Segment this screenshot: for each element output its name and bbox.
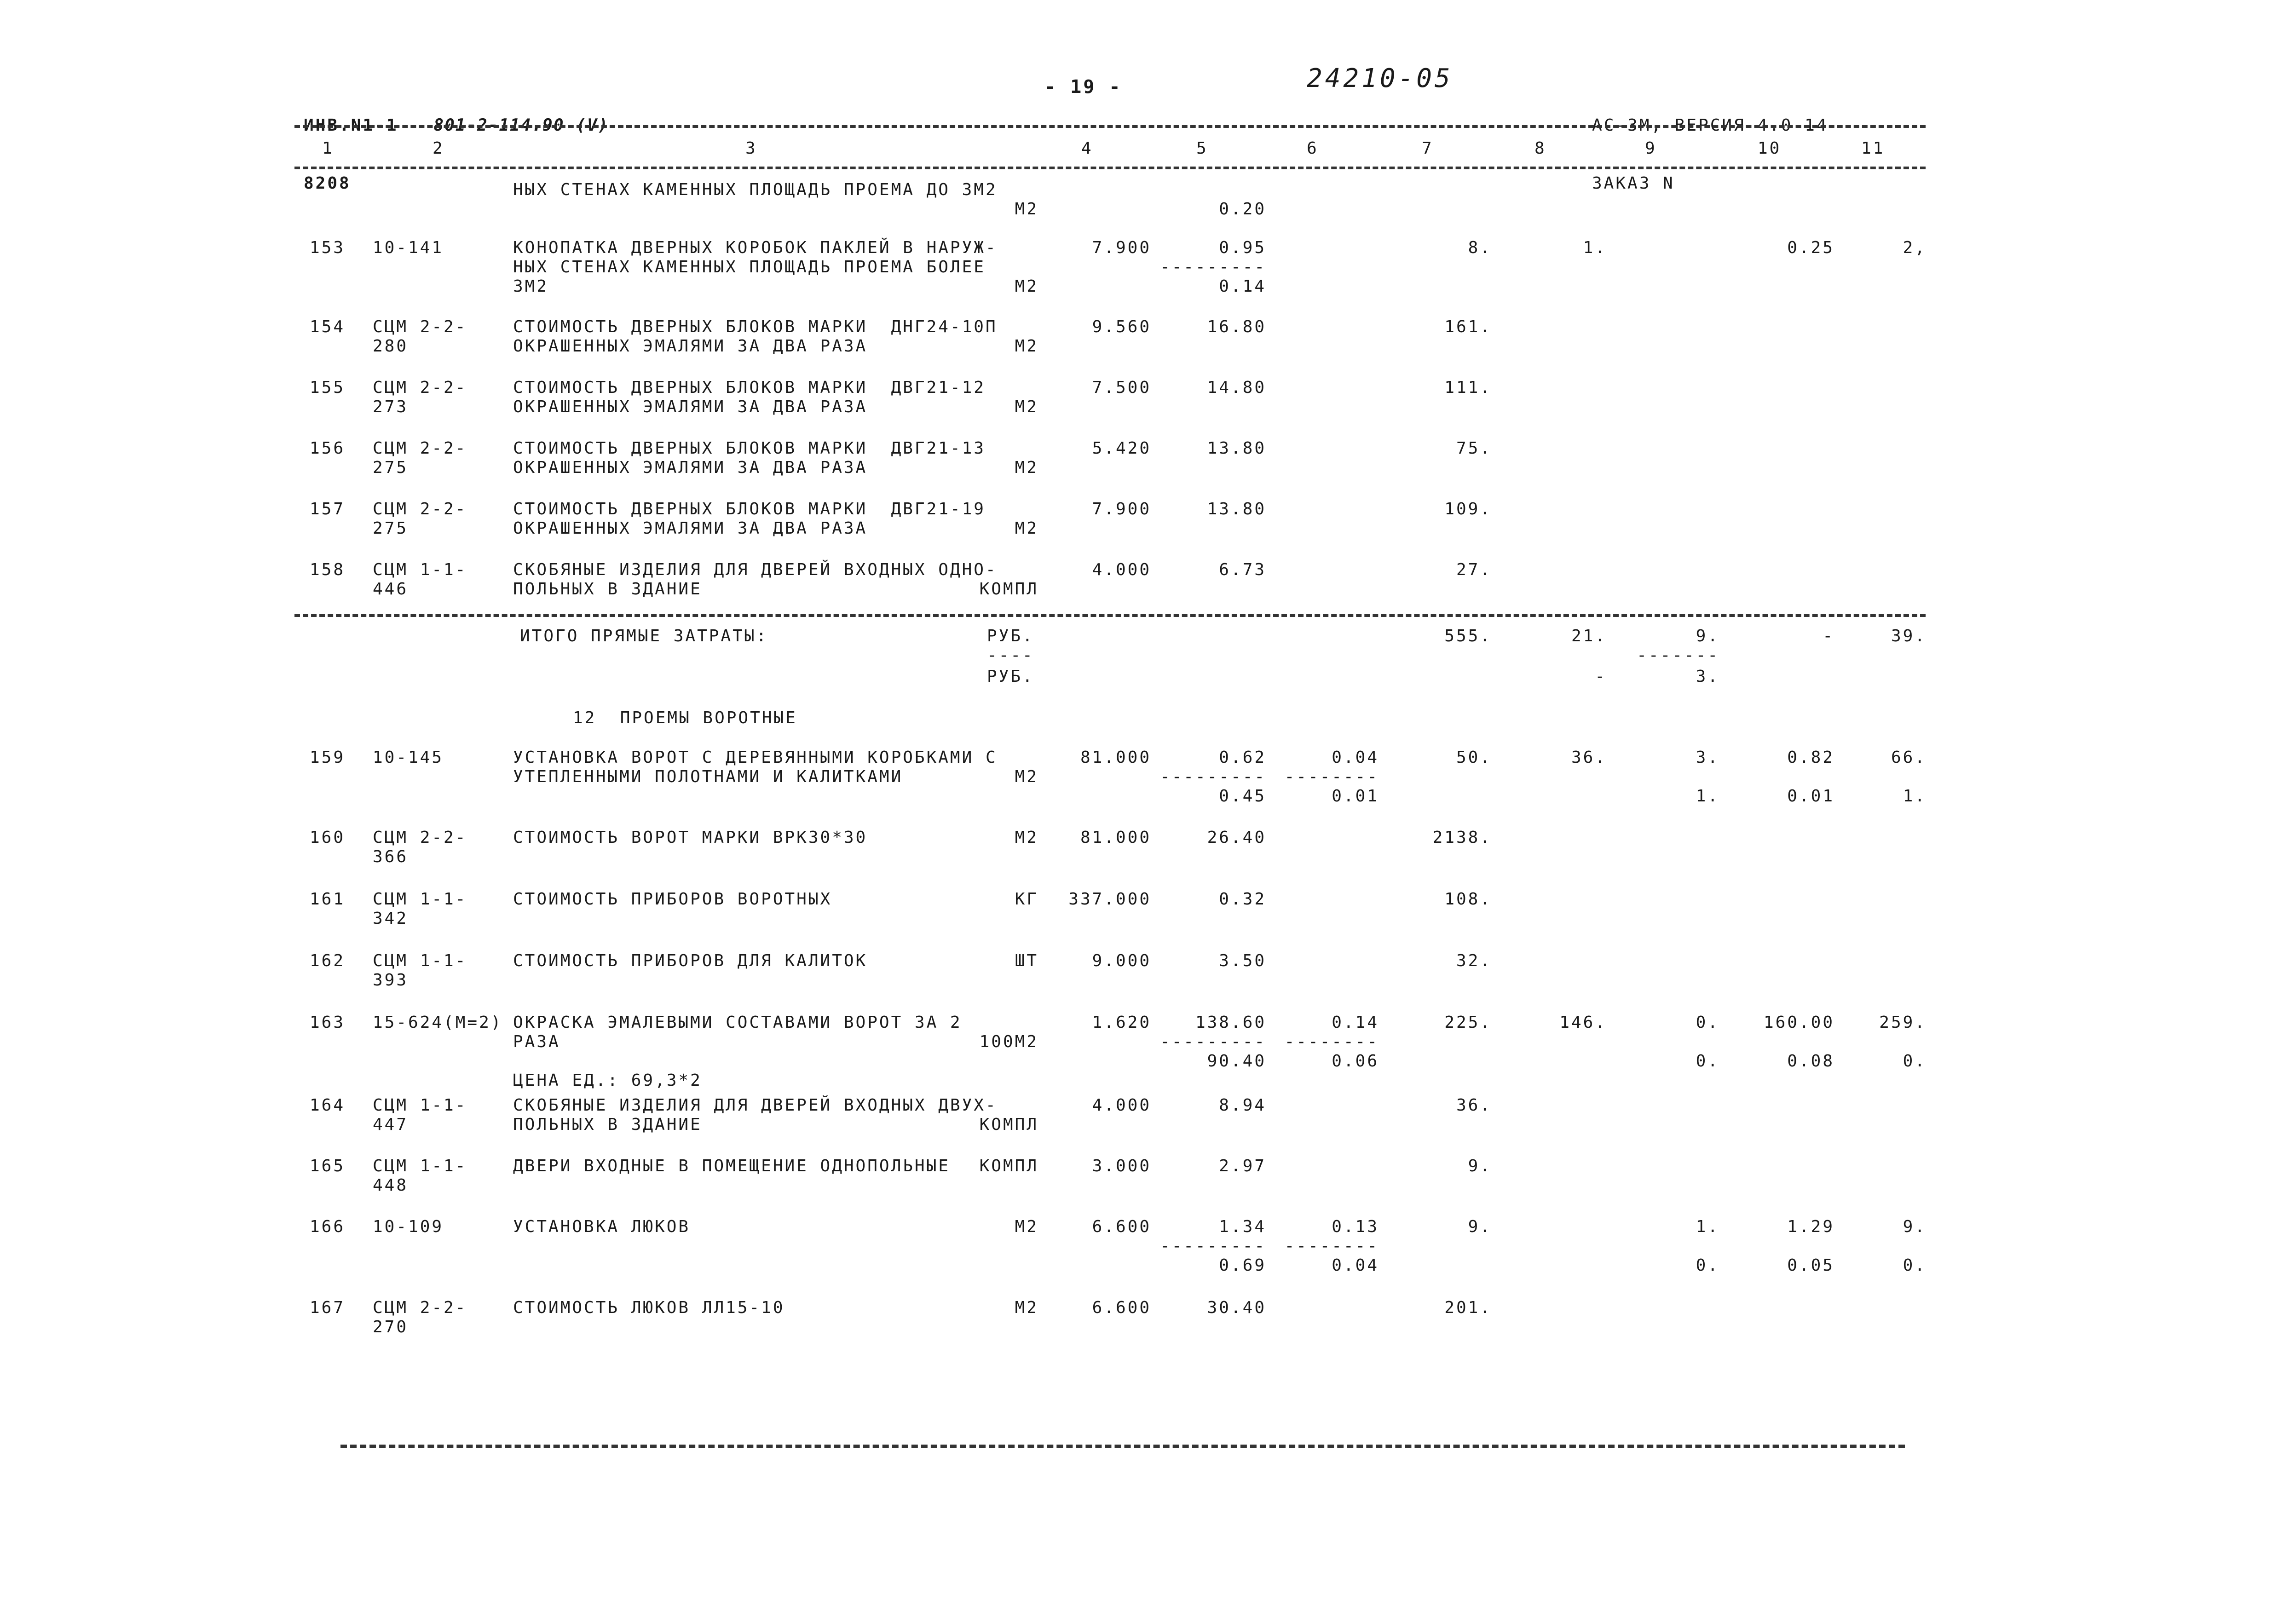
- column-number: 5: [1196, 139, 1208, 158]
- footer-rule: [340, 1445, 1905, 1448]
- row-total: 111.: [1444, 378, 1492, 397]
- row-subrule: ---------: [1159, 1237, 1266, 1255]
- row-price: 2.97: [1219, 1157, 1266, 1175]
- row-desc-line2: НЫХ СТЕНАХ КАМЕННЫХ ПЛОЩАДЬ ПРОЕМА БОЛЕЕ: [513, 258, 986, 276]
- row-number: 153: [309, 238, 345, 257]
- totals-col9-rule: -------: [1637, 646, 1719, 665]
- row-labor: 160.00: [1763, 1013, 1834, 1032]
- row-code-line2: 280: [373, 337, 409, 356]
- handwritten-number: 24210-05: [1307, 63, 1453, 93]
- row-number: 163: [309, 1013, 345, 1032]
- row-desc-line2: ПОЛЬНЫХ В ЗДАНИЕ: [513, 1115, 702, 1134]
- row-desc: СТОИМОСТЬ ВОРОТ МАРКИ ВРК30*30: [513, 828, 868, 847]
- row-unit: КОМПЛ: [979, 1115, 1038, 1134]
- row-code: СЦМ 1-1-: [373, 560, 467, 579]
- row-code: СЦМ 2-2-: [373, 828, 467, 847]
- column-number: 6: [1307, 139, 1319, 158]
- row-machine-cost: 0.04: [1332, 748, 1379, 767]
- row-machine-cost: 0.14: [1332, 1013, 1379, 1032]
- row-wage-total: 36.: [1571, 748, 1607, 767]
- row-desc: ОКРАСКА ЭМАЛЕВЫМИ СОСТАВАМИ ВОРОТ ЗА 2: [513, 1013, 962, 1032]
- row-price: 138.60: [1195, 1013, 1266, 1032]
- row-code: 10-145: [373, 748, 444, 767]
- page-number: - 19 -: [1044, 76, 1122, 98]
- row-code: СЦМ 2-2-: [373, 439, 467, 458]
- row-quantity: 3.000: [1092, 1157, 1151, 1175]
- row-labor-machine: 0.08: [1787, 1052, 1834, 1071]
- row-machine-total: 3.: [1696, 748, 1719, 767]
- row-total: 109.: [1444, 500, 1492, 518]
- totals-unit: РУБ.: [987, 627, 1034, 645]
- row-wage-total: 1.: [1583, 238, 1607, 257]
- row-quantity: 5.420: [1092, 439, 1151, 458]
- row-labor-total-machine: 0.: [1903, 1052, 1927, 1071]
- row-wage-total: 146.: [1559, 1013, 1607, 1032]
- row-desc: УСТАНОВКА ВОРОТ С ДЕРЕВЯННЫМИ КОРОБКАМИ С: [513, 748, 998, 767]
- row-desc: УСТАНОВКА ЛЮКОВ: [513, 1217, 691, 1236]
- header-rule: [294, 125, 1926, 128]
- row-subrule: --------: [1284, 1032, 1379, 1051]
- row-price: 26.40: [1207, 828, 1266, 847]
- totals-col9: 9.: [1696, 627, 1719, 645]
- row-quantity: 6.600: [1092, 1217, 1151, 1236]
- row-price: 0.62: [1219, 748, 1266, 767]
- row-desc: СТОИМОСТЬ ДВЕРНЫХ БЛОКОВ МАРКИ ДНГ24-10П: [513, 317, 998, 336]
- row-code: СЦМ 1-1-: [373, 951, 467, 970]
- row-desc-line2: ОКРАШЕННЫХ ЭМАЛЯМИ ЗА ДВА РАЗА: [513, 337, 868, 356]
- row-machine-wage: 0.06: [1332, 1052, 1379, 1071]
- row-unit: М2: [1015, 458, 1038, 477]
- row-price-wage: 0.14: [1219, 277, 1266, 296]
- row-number: 160: [309, 828, 345, 847]
- row-desc: СКОБЯНЫЕ ИЗДЕЛИЯ ДЛЯ ДВЕРЕЙ ВХОДНЫХ ОДНО-: [513, 560, 998, 579]
- row-price-work: 0.20: [1219, 200, 1266, 219]
- row-price: 1.34: [1219, 1217, 1266, 1236]
- row-desc-line2: ОКРАШЕННЫХ ЭМАЛЯМИ ЗА ДВА РАЗА: [513, 519, 868, 538]
- section-title: 12 ПРОЕМЫ ВОРОТНЫЕ: [573, 708, 797, 727]
- row-code-line2: 446: [373, 580, 409, 599]
- row-quantity: 7.900: [1092, 238, 1151, 257]
- row-total: 50.: [1456, 748, 1492, 767]
- row-number: 164: [309, 1096, 345, 1115]
- row-price: 30.40: [1207, 1298, 1266, 1317]
- row-labor-total: 259.: [1879, 1013, 1927, 1032]
- row-unit: М2: [1015, 277, 1038, 296]
- row-price: 13.80: [1207, 500, 1266, 518]
- row-unit: М2: [1015, 1298, 1038, 1317]
- column-number: 3: [745, 139, 757, 158]
- row-total: 201.: [1444, 1298, 1492, 1317]
- row-machine-wage: 0.04: [1332, 1256, 1379, 1275]
- row-number: 166: [309, 1217, 345, 1236]
- row-price: 8.94: [1219, 1096, 1266, 1115]
- row-machine-total: 1.: [1696, 1217, 1719, 1236]
- row-quantity: 9.000: [1092, 951, 1151, 970]
- row-desc-line2: УТЕПЛЕННЫМИ ПОЛОТНАМИ И КАЛИТКАМИ: [513, 767, 903, 786]
- row-number: 162: [309, 951, 345, 970]
- row-quantity: 9.560: [1092, 317, 1151, 336]
- order-number: ЗАКАЗ N: [1592, 174, 1675, 193]
- row-code-line2: 393: [373, 971, 409, 990]
- row-machine-total-wage: 1.: [1696, 787, 1719, 806]
- row-code: 10-141: [373, 238, 444, 257]
- totals-col10: -: [1823, 627, 1834, 645]
- row-subrule: --------: [1284, 767, 1379, 786]
- row-quantity: 7.900: [1092, 500, 1151, 518]
- row-unit: М2: [1015, 828, 1038, 847]
- row-code: СЦМ 2-2-: [373, 378, 467, 397]
- totals-label: ИТОГО ПРЯМЫЕ ЗАТРАТЫ:: [520, 627, 768, 645]
- row-code: СЦМ 2-2-: [373, 1298, 467, 1317]
- row-unit: М2: [1015, 1217, 1038, 1236]
- row-quantity: 7.500: [1092, 378, 1151, 397]
- row-code: СЦМ 1-1-: [373, 1157, 467, 1175]
- row-number: 167: [309, 1298, 345, 1317]
- row-quantity: 337.000: [1068, 890, 1151, 909]
- row-number: 161: [309, 890, 345, 909]
- row-code-line2: 273: [373, 397, 409, 416]
- inventory-code: 8208: [304, 174, 351, 193]
- row-unit: М2: [1015, 200, 1038, 219]
- row-labor-total: 66.: [1891, 748, 1927, 767]
- row-code-line2: 270: [373, 1318, 409, 1336]
- row-desc: СТОИМОСТЬ ЛЮКОВ ЛЛ15-10: [513, 1298, 785, 1317]
- row-subrule: ---------: [1159, 258, 1266, 276]
- row-unit: КОМПЛ: [979, 1157, 1038, 1175]
- document-code: 801-2-114.90: [433, 116, 565, 135]
- row-price-wage: 0.69: [1219, 1256, 1266, 1275]
- row-desc-line3: ЦЕНА ЕД.: 69,3*2: [513, 1071, 702, 1090]
- row-labor-total-machine: 1.: [1903, 787, 1927, 806]
- row-desc-line2: ПОЛЬНЫХ В ЗДАНИЕ: [513, 580, 702, 599]
- row-price-wage: 90.40: [1207, 1052, 1266, 1071]
- row-machine-wage: 0.01: [1332, 787, 1379, 806]
- row-desc: НЫХ СТЕНАХ КАМЕННЫХ ПЛОЩАДЬ ПРОЕМА ДО 3М2: [513, 180, 998, 199]
- row-quantity: 4.000: [1092, 1096, 1151, 1115]
- column-number: 1: [322, 139, 334, 158]
- column-number: 8: [1534, 139, 1546, 158]
- totals-rule: [294, 614, 1926, 617]
- system-version: АС-3М, ВЕРСИЯ 4.0 14: [1592, 116, 1829, 135]
- column-number-rule: [294, 167, 1926, 169]
- row-desc: СТОИМОСТЬ ДВЕРНЫХ БЛОКОВ МАРКИ ДВГ21-19: [513, 500, 986, 518]
- row-labor-machine: 0.01: [1787, 787, 1834, 806]
- row-desc: СТОИМОСТЬ ДВЕРНЫХ БЛОКОВ МАРКИ ДВГ21-12: [513, 378, 986, 397]
- row-quantity: 1.620: [1092, 1013, 1151, 1032]
- row-labor: 0.25: [1787, 238, 1834, 257]
- row-number: 154: [309, 317, 345, 336]
- row-price: 3.50: [1219, 951, 1266, 970]
- row-total: 32.: [1456, 951, 1492, 970]
- column-number: 11: [1861, 139, 1885, 158]
- row-total: 36.: [1456, 1096, 1492, 1115]
- row-code: СЦМ 2-2-: [373, 500, 467, 518]
- row-labor-total: 9.: [1903, 1217, 1927, 1236]
- row-machine-total: 0.: [1696, 1013, 1719, 1032]
- row-code: СЦМ 2-2-: [373, 317, 467, 336]
- column-number: 10: [1758, 139, 1782, 158]
- row-total: 225.: [1444, 1013, 1492, 1032]
- row-unit: 100М2: [979, 1032, 1038, 1051]
- row-unit: ШТ: [1015, 951, 1038, 970]
- row-price-wage: 0.45: [1219, 787, 1266, 806]
- row-price: 0.32: [1219, 890, 1266, 909]
- row-labor: 1.29: [1787, 1217, 1834, 1236]
- row-unit: М2: [1015, 337, 1038, 356]
- column-number: 4: [1081, 139, 1093, 158]
- row-labor: 0.82: [1787, 748, 1834, 767]
- row-quantity: 4.000: [1092, 560, 1151, 579]
- row-desc-line2: ОКРАШЕННЫХ ЭМАЛЯМИ ЗА ДВА РАЗА: [513, 458, 868, 477]
- row-desc-line2: ОКРАШЕННЫХ ЭМАЛЯМИ ЗА ДВА РАЗА: [513, 397, 868, 416]
- row-unit: КОМПЛ: [979, 580, 1038, 599]
- row-unit: М2: [1015, 397, 1038, 416]
- row-unit: М2: [1015, 519, 1038, 538]
- row-price: 14.80: [1207, 378, 1266, 397]
- row-labor-total: 2,: [1903, 238, 1927, 257]
- totals-col9b: 3.: [1696, 667, 1719, 686]
- row-total: 9.: [1468, 1157, 1492, 1175]
- row-quantity: 81.000: [1080, 828, 1151, 847]
- row-machine-total-wage: 0.: [1696, 1256, 1719, 1275]
- row-code-line2: 366: [373, 847, 409, 866]
- row-desc-line2: РАЗА: [513, 1032, 560, 1051]
- system-info: [1592, 77, 1828, 232]
- totals-unit2: РУБ.: [987, 667, 1034, 686]
- row-total: 9.: [1468, 1217, 1492, 1236]
- row-total: 75.: [1456, 439, 1492, 458]
- row-unit: КГ: [1015, 890, 1038, 909]
- row-number: 159: [309, 748, 345, 767]
- row-total: 8.: [1468, 238, 1492, 257]
- document-mark: (V): [576, 116, 609, 135]
- row-desc: СТОИМОСТЬ ДВЕРНЫХ БЛОКОВ МАРКИ ДВГ21-13: [513, 439, 986, 458]
- row-code: СЦМ 1-1-: [373, 890, 467, 909]
- row-subrule: ---------: [1159, 767, 1266, 786]
- row-code-line2: 275: [373, 519, 409, 538]
- row-labor-total-machine: 0.: [1903, 1256, 1927, 1275]
- row-code-line2: 448: [373, 1176, 409, 1195]
- row-total: 2138.: [1432, 828, 1492, 847]
- row-total: 108.: [1444, 890, 1492, 909]
- row-code: 10-109: [373, 1217, 444, 1236]
- row-price: 16.80: [1207, 317, 1266, 336]
- inventory-number: ИНВ.N1-1: [304, 116, 398, 135]
- row-desc: ДВЕРИ ВХОДНЫЕ В ПОМЕЩЕНИЕ ОДНОПОЛЬНЫЕ: [513, 1157, 950, 1175]
- totals-dashes: ----: [987, 646, 1034, 665]
- row-quantity: 81.000: [1080, 748, 1151, 767]
- row-code: 15-624(М=2): [373, 1013, 503, 1032]
- row-quantity: 6.600: [1092, 1298, 1151, 1317]
- row-desc: СТОИМОСТЬ ПРИБОРОВ ДЛЯ КАЛИТОК: [513, 951, 868, 970]
- row-price: 6.73: [1219, 560, 1266, 579]
- row-total: 161.: [1444, 317, 1492, 336]
- column-number: 9: [1645, 139, 1657, 158]
- row-unit: М2: [1015, 767, 1038, 786]
- row-code-line2: 342: [373, 909, 409, 928]
- row-total: 27.: [1456, 560, 1492, 579]
- column-number: 7: [1422, 139, 1434, 158]
- row-code: СЦМ 1-1-: [373, 1096, 467, 1115]
- totals-col11: 39.: [1891, 627, 1927, 645]
- totals-col8: 21.: [1571, 627, 1607, 645]
- row-subrule: ---------: [1159, 1032, 1266, 1051]
- row-number: 156: [309, 439, 345, 458]
- row-subrule: --------: [1284, 1237, 1379, 1255]
- row-desc: КОНОПАТКА ДВЕРНЫХ КОРОБОК ПАКЛЕЙ В НАРУЖ-: [513, 238, 998, 257]
- row-code-line2: 275: [373, 458, 409, 477]
- row-code-line2: 447: [373, 1115, 409, 1134]
- row-desc-line3: 3М2: [513, 277, 549, 296]
- row-labor-machine: 0.05: [1787, 1256, 1834, 1275]
- totals-col8b: -: [1595, 667, 1607, 686]
- row-desc: СТОИМОСТЬ ПРИБОРОВ ВОРОТНЫХ: [513, 890, 832, 909]
- row-price: 0.95: [1219, 238, 1266, 257]
- column-number: 2: [433, 139, 444, 158]
- row-price: 13.80: [1207, 439, 1266, 458]
- row-number: 165: [309, 1157, 345, 1175]
- row-machine-cost: 0.13: [1332, 1217, 1379, 1236]
- row-number: 155: [309, 378, 345, 397]
- row-number: 158: [309, 560, 345, 579]
- totals-col7: 555.: [1444, 627, 1492, 645]
- row-desc: СКОБЯНЫЕ ИЗДЕЛИЯ ДЛЯ ДВЕРЕЙ ВХОДНЫХ ДВУХ-: [513, 1096, 998, 1115]
- row-number: 157: [309, 500, 345, 518]
- row-machine-total-wage: 0.: [1696, 1052, 1719, 1071]
- inventory-block: [304, 77, 609, 232]
